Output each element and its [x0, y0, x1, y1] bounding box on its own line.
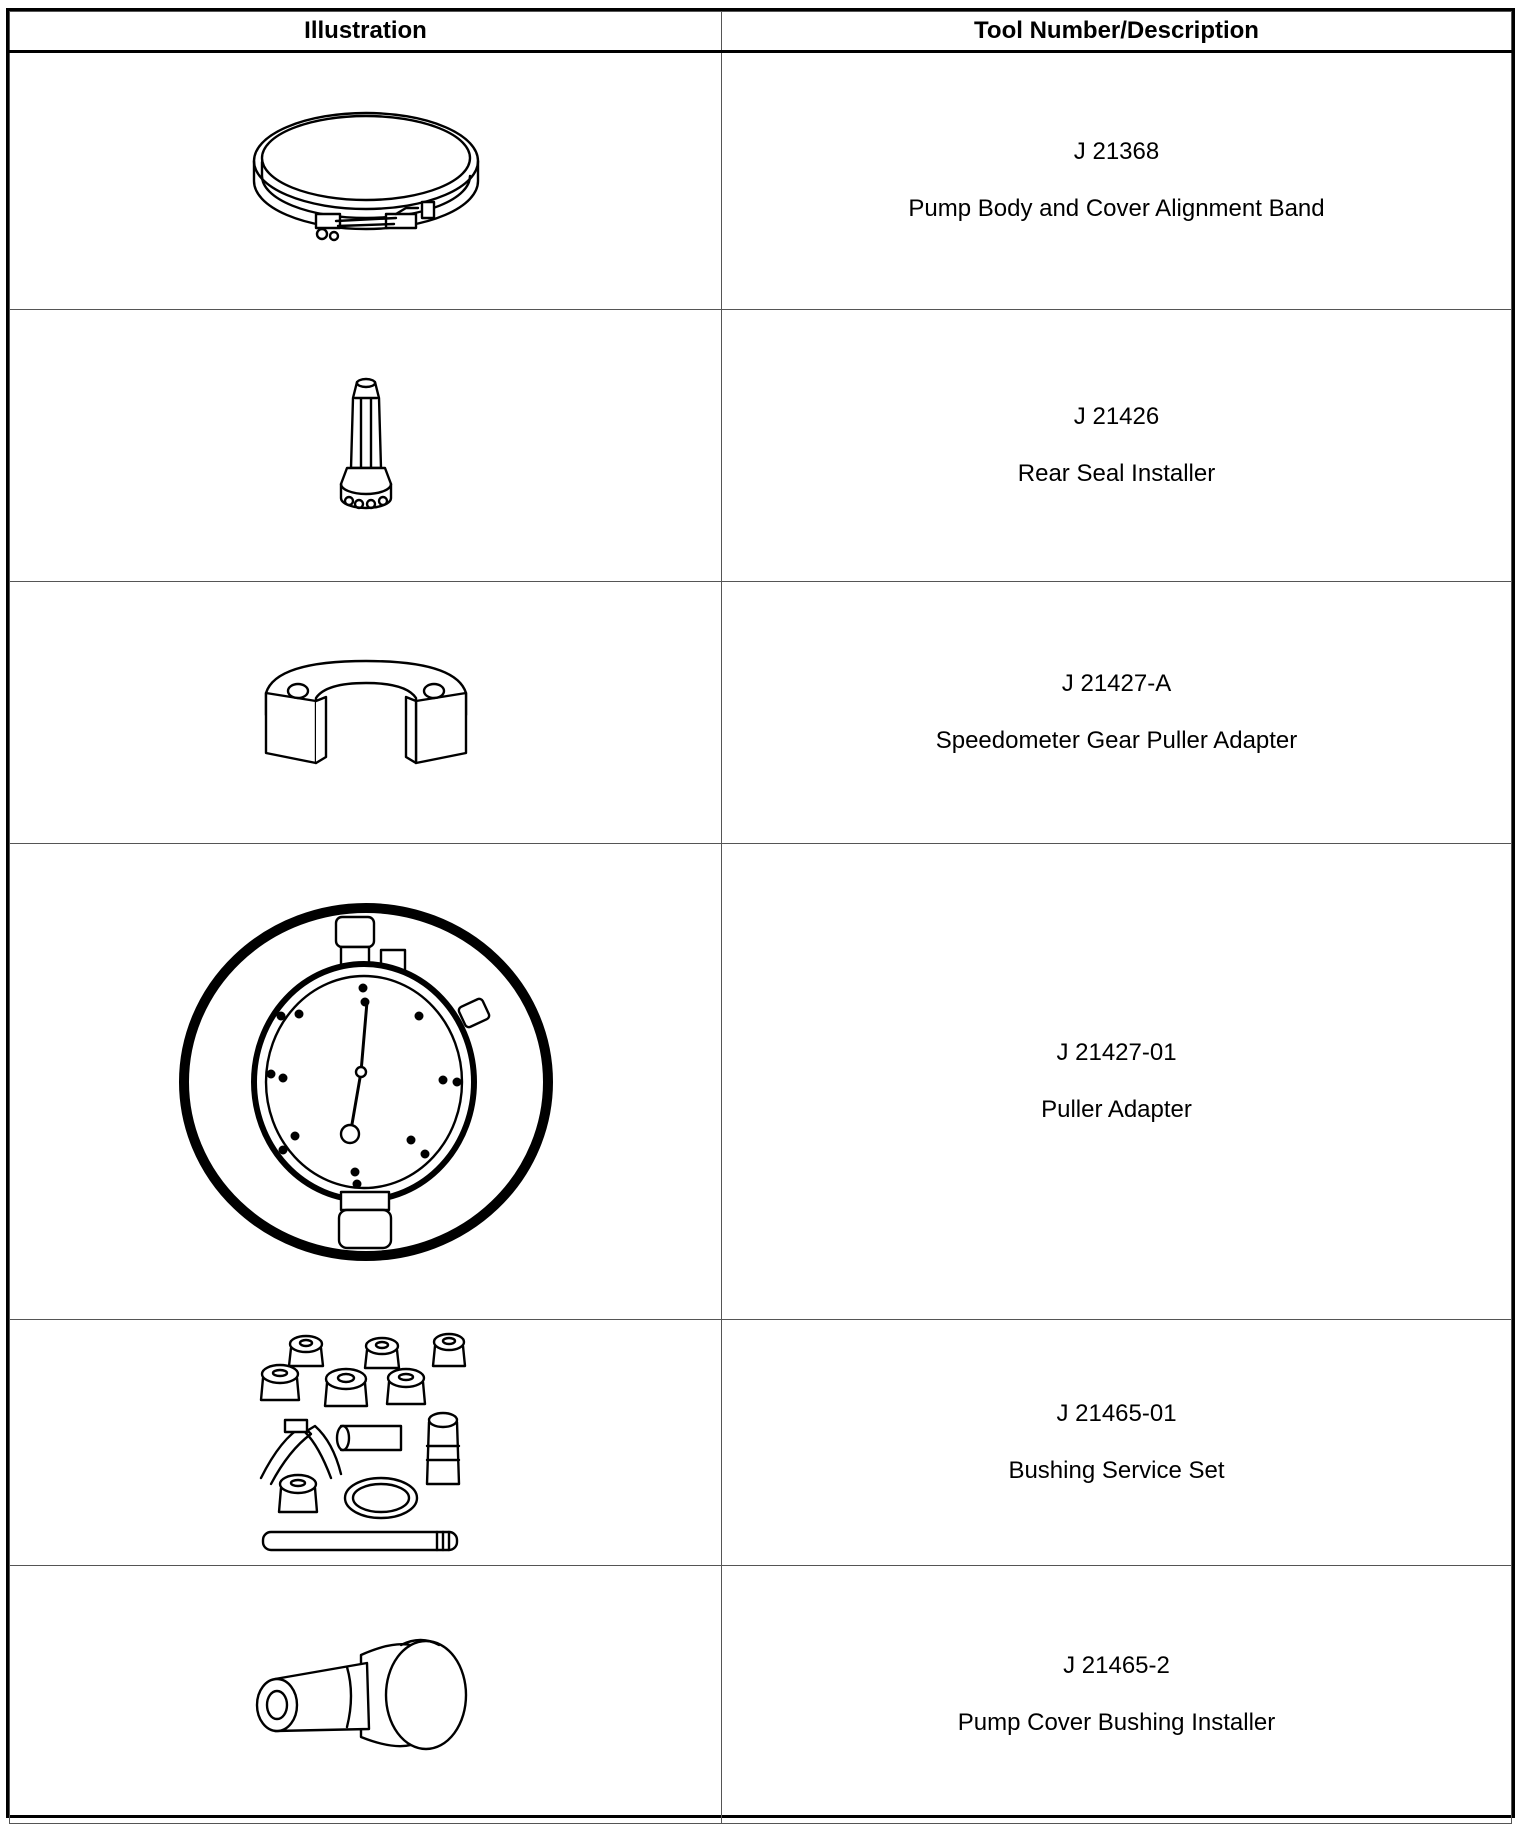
header-illustration: Illustration [10, 12, 722, 52]
tool-number: J 21427-A [1061, 669, 1172, 697]
table-row [10, 310, 1512, 582]
description-cell [722, 844, 1512, 1320]
bushing-set-icon [251, 1328, 481, 1558]
tool-table-frame [6, 8, 1515, 1818]
description-cell [722, 52, 1512, 310]
special-tools-table [9, 11, 1512, 1824]
bushing-installer-icon [251, 1615, 481, 1775]
illustration-cell [10, 844, 722, 1320]
description-cell [722, 1566, 1512, 1824]
puller-adapter-icon [256, 653, 476, 773]
illustration-cell [10, 1320, 722, 1566]
table-row [10, 844, 1512, 1320]
tool-number: J 21465-01 [1056, 1399, 1177, 1427]
tool-description: Bushing Service Set [1008, 1456, 1225, 1484]
table-row [10, 1320, 1512, 1566]
dial-gauge-icon [171, 892, 561, 1272]
seal-installer-icon [331, 376, 401, 516]
tool-number: J 21465-2 [1063, 1651, 1170, 1679]
tool-number: J 21427-01 [1056, 1038, 1177, 1066]
tool-description: Puller Adapter [1041, 1095, 1192, 1123]
illustration-cell [10, 582, 722, 844]
tool-description: Pump Body and Cover Alignment Band [908, 195, 1325, 222]
illustration-cell [10, 310, 722, 582]
tool-description: Speedometer Gear Puller Adapter [935, 726, 1298, 754]
illustration-cell [10, 1566, 722, 1824]
tool-description: Pump Cover Bushing Installer [957, 1708, 1276, 1736]
header-tool-description: Tool Number/Description [722, 12, 1512, 52]
alignment-band-icon [246, 106, 486, 256]
tool-number: J 21426 [1073, 402, 1160, 430]
table-row [10, 1566, 1512, 1824]
description-cell [722, 310, 1512, 582]
description-cell [722, 1320, 1512, 1566]
description-cell [722, 582, 1512, 844]
table-row [10, 52, 1512, 310]
tool-number: J 21368 [1073, 138, 1160, 166]
table-row [10, 582, 1512, 844]
illustration-cell [10, 52, 722, 310]
table-header-row [10, 12, 1512, 52]
tool-description: Rear Seal Installer [1017, 459, 1216, 487]
